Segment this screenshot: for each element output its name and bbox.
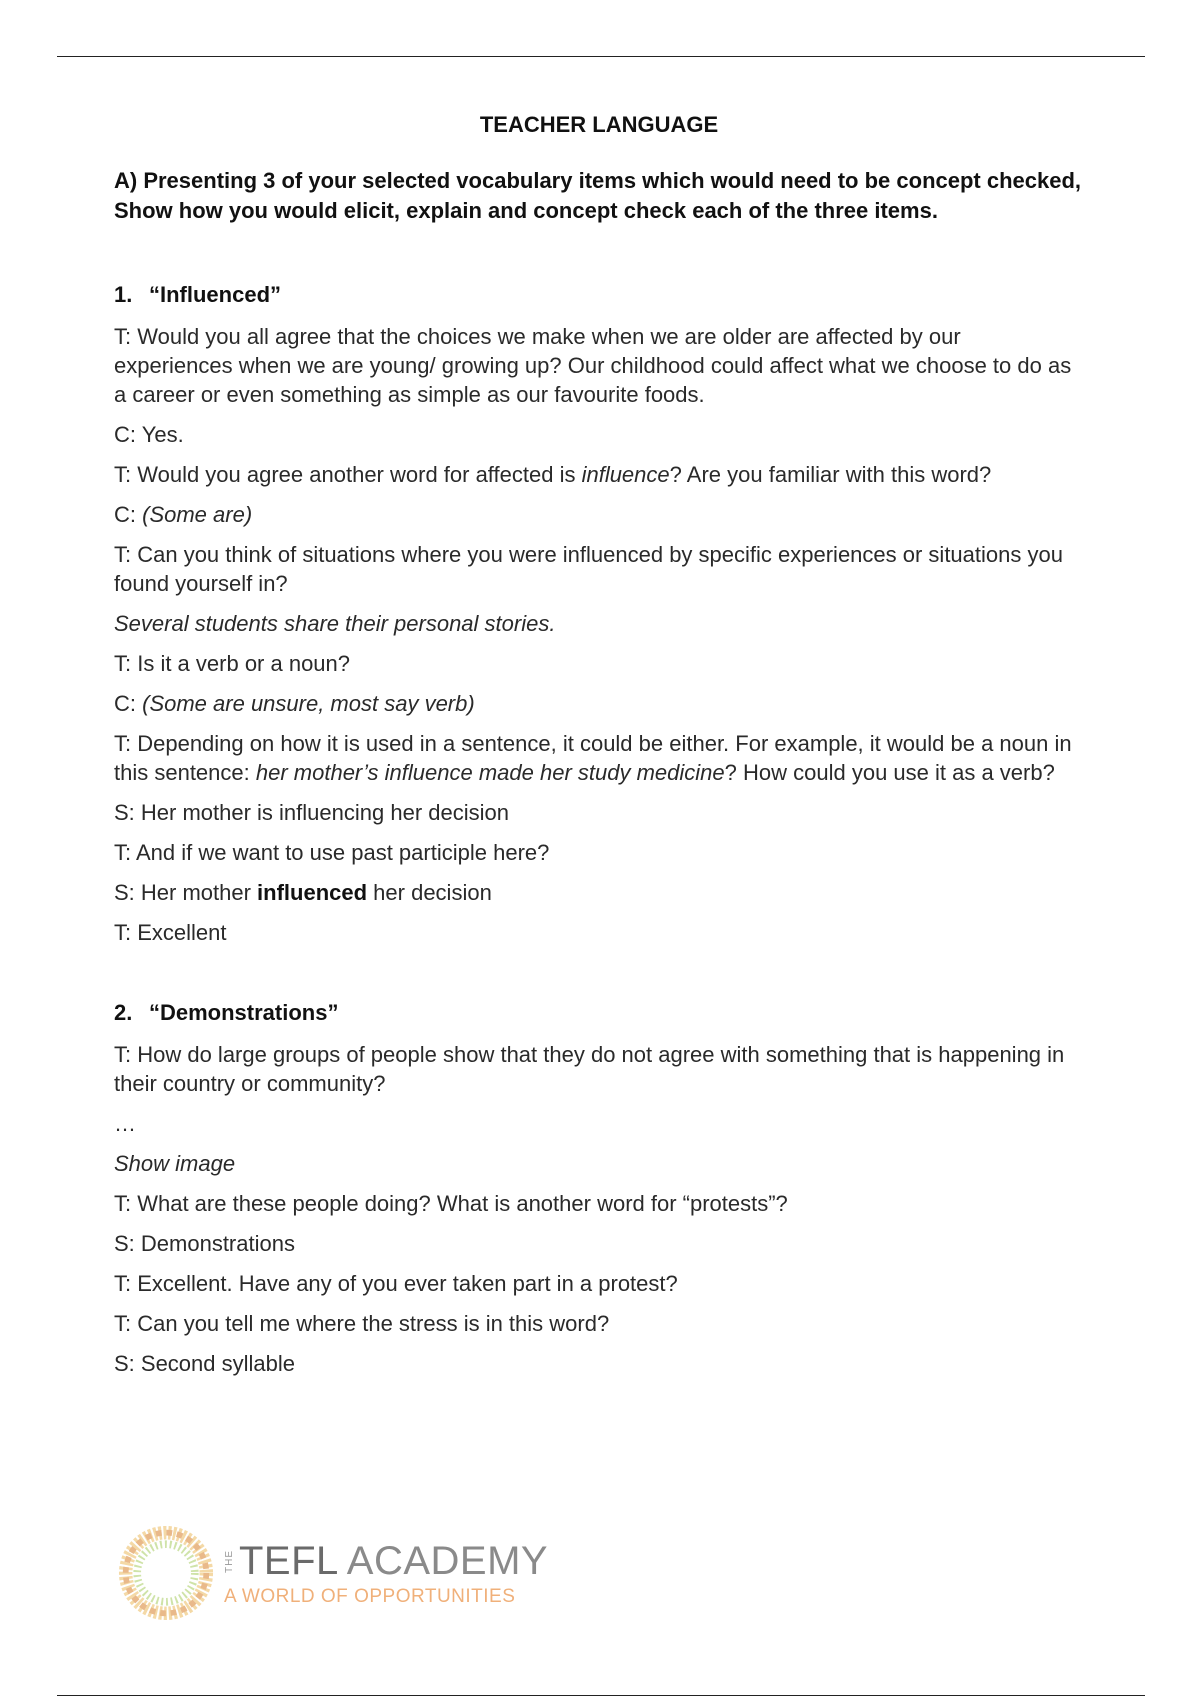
item-1-word: “Influenced” xyxy=(149,282,282,307)
dialogue-line: T: Excellent. Have any of you ever taken part in a protest? xyxy=(114,1271,678,1296)
logo-globe-icon xyxy=(118,1525,214,1621)
dialogue-line: T: What are these people doing? What is another word for “protests”? xyxy=(114,1191,788,1216)
dialogue-line: C: (Some are unsure, most say verb) xyxy=(114,691,475,716)
item-1-number: 1. xyxy=(114,282,133,307)
top-rule xyxy=(57,56,1145,57)
item-2-word: “Demonstrations” xyxy=(149,1000,339,1025)
dialogue-line: T: And if we want to use past participle here? xyxy=(114,840,550,865)
logo-the: THE xyxy=(224,1549,235,1573)
tefl-academy-logo xyxy=(118,1525,548,1621)
item-2-heading xyxy=(114,1000,1084,1026)
dialogue-line: T: Would you all agree that the choices we make when we are older are affected by our experiences when we are young/ growing up? Our childhood could affect what we choose to do as a career or even something as simple as our favourite foods. xyxy=(114,324,1072,407)
dialogue-line: T: Depending on how it is used in a sentence, it could be either. For example, it would be a noun in this sentence: her mother’s influence made her study medicine? How could you use it as a verb? xyxy=(114,731,1072,785)
ellipsis-line: … xyxy=(114,1111,136,1136)
page-title: TEACHER LANGUAGE xyxy=(479,112,719,137)
logo-tefl: TEFL xyxy=(239,1538,339,1583)
logo-academy: ACADEMY xyxy=(346,1538,549,1583)
dialogue-line: T: Can you think of situations where you were influenced by specific experiences or situations you found yourself in? xyxy=(114,542,1063,596)
logo-tagline: A WORLD OF OPPORTUNITIES xyxy=(224,1585,516,1607)
dialogue-line: S: Demonstrations xyxy=(114,1231,295,1256)
dialogue-line: T: Would you agree another word for affected is influence? Are you familiar with this word? xyxy=(114,462,992,487)
dialogue-line: T: How do large groups of people show that they do not agree with something that is happening in their country or community? xyxy=(114,1042,1065,1096)
dialogue-line: T: Can you tell me where the stress is in this word? xyxy=(114,1311,610,1336)
task-line-1: A) Presenting 3 of your selected vocabulary items which would need to be concept checked, xyxy=(114,168,1082,193)
task-line-2: Show how you would elicit, explain and concept check each of the three items. xyxy=(114,198,938,223)
vocab-item-1 xyxy=(114,282,1084,947)
dialogue-line: C: Yes. xyxy=(114,422,184,447)
item-2-number: 2. xyxy=(114,1000,133,1025)
bottom-rule xyxy=(57,1695,1145,1696)
dialogue-line: S: Her mother is influencing her decision xyxy=(114,800,509,825)
dialogue-line: S: Her mother influenced her decision xyxy=(114,880,492,905)
dialogue-line: T: Is it a verb or a noun? xyxy=(114,651,351,676)
document-page xyxy=(114,112,1084,1389)
dialogue-line: S: Second syllable xyxy=(114,1351,295,1376)
vocab-item-2 xyxy=(114,1000,1084,1378)
item-1-heading xyxy=(114,282,1084,308)
dialogue-line: C: (Some are) xyxy=(114,502,253,527)
stage-direction: Show image xyxy=(114,1151,236,1176)
stage-direction: Several students share their personal stories. xyxy=(114,611,556,636)
dialogue-line: T: Excellent xyxy=(114,920,227,945)
